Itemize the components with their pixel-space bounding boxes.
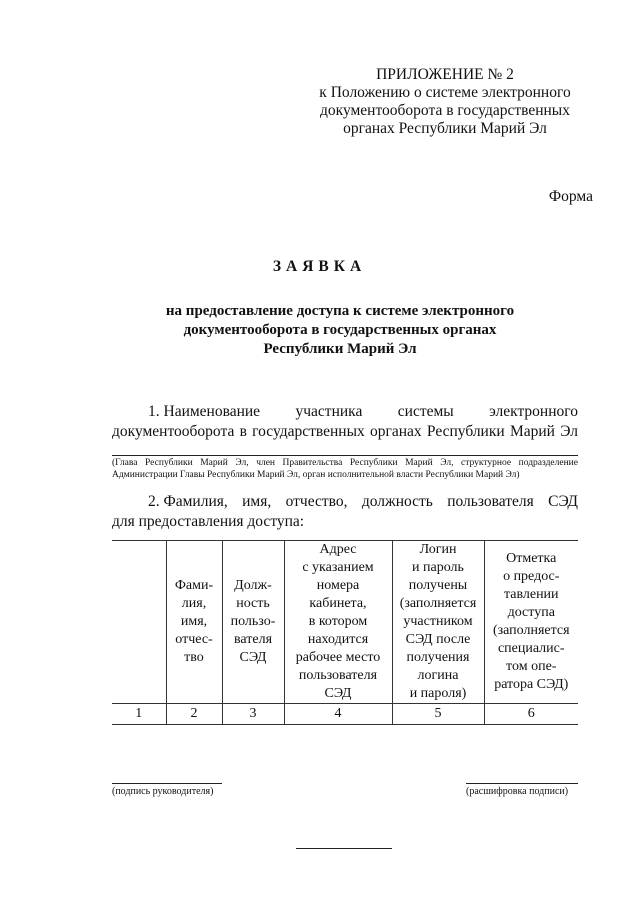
item-2-word: СЭД xyxy=(548,493,578,510)
item-2-line-2: для предоставления доступа: xyxy=(112,513,305,530)
table-header-row xyxy=(112,541,578,704)
signature-label-right: (расшифровка подписи) xyxy=(466,786,569,797)
participant-name-line xyxy=(112,455,578,456)
table-header-cell: Логин и пароль получены (заполняется участником СЭД после получения логина и пароля) xyxy=(392,541,484,704)
table-number-row xyxy=(112,704,578,725)
document-subtitle xyxy=(110,302,570,359)
item-1-word: Марий xyxy=(509,423,555,440)
signature-label-left: (подпись руководителя) xyxy=(112,786,214,797)
item-1-word: Эл xyxy=(560,423,578,440)
signature-line-right xyxy=(466,783,578,784)
subtitle-line-2: документооборота в государственных органах xyxy=(183,322,497,338)
item-2-word: пользователя xyxy=(447,493,534,510)
column-number: 2 xyxy=(166,704,222,725)
item-1-word: Республики xyxy=(426,423,505,440)
column-number: 1 xyxy=(112,704,166,725)
item-1-word: участника xyxy=(295,403,363,420)
column-number: 4 xyxy=(284,704,392,725)
subtitle-line-1: на предоставление доступа к системе электронного xyxy=(165,303,515,319)
table-header-cell xyxy=(112,541,166,704)
item-2-paragraph xyxy=(112,492,578,532)
table-header-cell: Адрес с указанием номера кабинета, в котором находится рабочее место пользователя СЭД xyxy=(284,541,392,704)
item-1-word: государственных xyxy=(252,423,365,440)
subtitle-line-3: Республики Марий Эл xyxy=(263,341,417,357)
footer-divider xyxy=(296,848,392,849)
item-2-word: 2. Фамилия, xyxy=(148,493,228,510)
document-title: ЗАЯВКА xyxy=(272,258,367,275)
item-2-word: должность xyxy=(361,493,433,510)
signature-line-left xyxy=(112,783,222,784)
table-header-cell: Отметка о предос- тавлении доступа (заполняется специалис- том опе- ратора СЭД) xyxy=(484,541,578,704)
appendix-line-3: документооборота в государственных xyxy=(320,102,570,119)
item-1-word: в xyxy=(239,423,247,440)
column-number: 6 xyxy=(484,704,578,725)
column-number: 3 xyxy=(222,704,284,725)
item-1-paragraph xyxy=(112,402,578,442)
appendix-number: ПРИЛОЖЕНИЕ № 2 xyxy=(376,66,514,83)
table-header-cell: Фами- лия, имя, отчес- тво xyxy=(166,541,222,704)
column-number: 5 xyxy=(392,704,484,725)
users-table xyxy=(112,540,578,725)
item-1-word: документооборота xyxy=(112,423,235,440)
item-1-word: системы xyxy=(397,403,454,420)
item-1-word: органах xyxy=(370,423,422,440)
appendix-header xyxy=(300,66,590,138)
item-1-word: 1. Наименование xyxy=(148,403,261,420)
form-label: Форма xyxy=(548,188,593,205)
appendix-line-2: к Положению о системе электронного xyxy=(319,84,571,101)
participant-hint: (Глава Республики Марий Эл, член Правительства Республики Марий Эл, структурное подразделение Администрации Главы Республики Марий Эл, орган исполнительной власти Республики Марий Эл) xyxy=(112,458,578,480)
appendix-line-4: органах Республики Марий Эл xyxy=(343,120,547,137)
table-header-cell: Долж- ность пользо- вателя СЭД xyxy=(222,541,284,704)
item-2-word: отчество, xyxy=(285,493,348,510)
item-2-word: имя, xyxy=(242,493,272,510)
item-1-word: электронного xyxy=(489,403,578,420)
